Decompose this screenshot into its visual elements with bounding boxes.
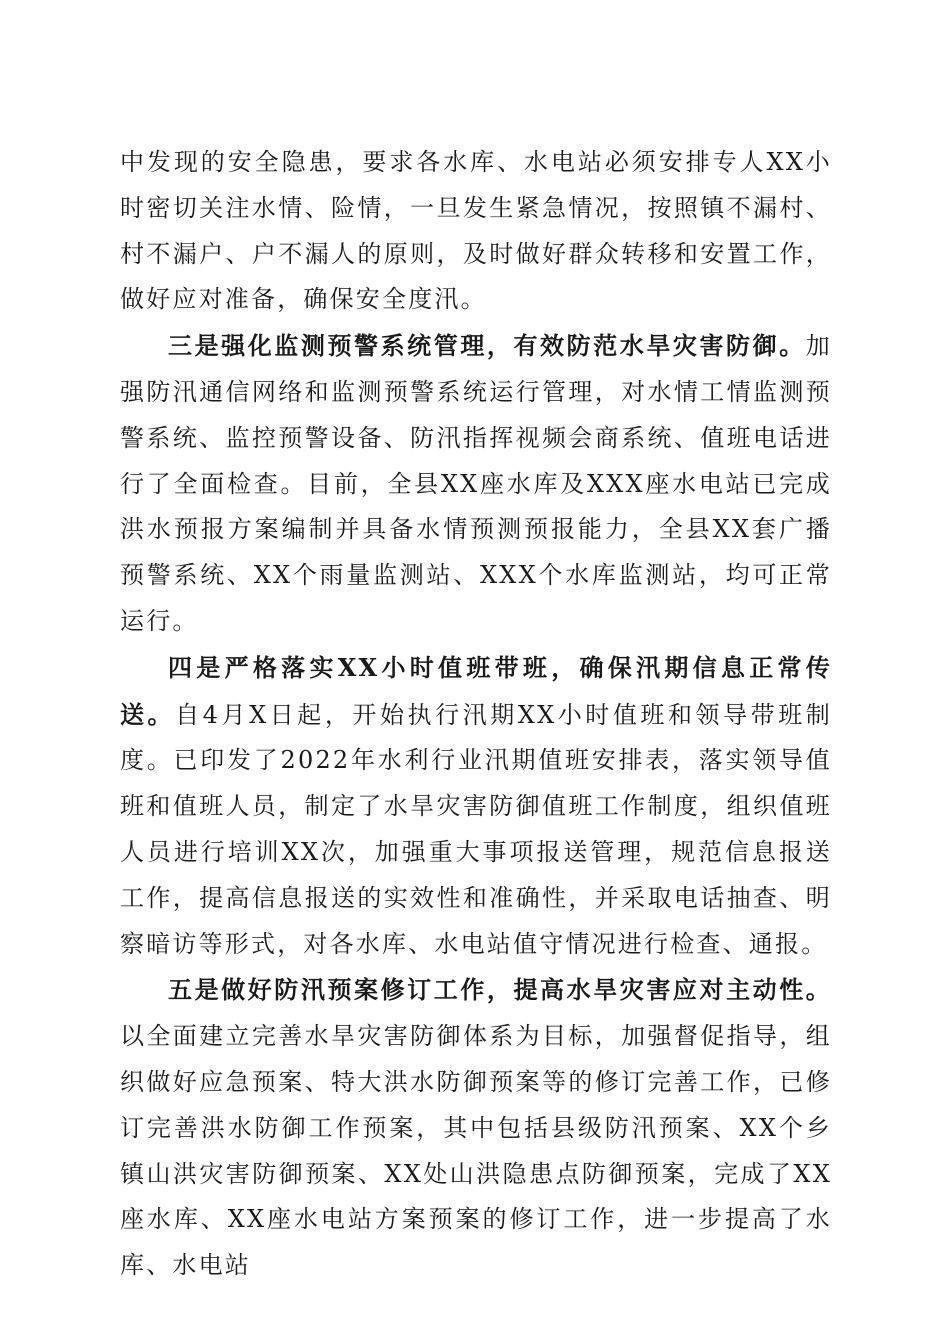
paragraph-duty-shift: [120, 645, 832, 968]
paragraph-text: 以全面建立完善水旱灾害防御体系为目标，加强督促指导，组织做好应急预案、特大洪水防御预案等的修订完善工作，已修订完善洪水防御工作预案，其中包括县级防汛预案、XX个乡镇山洪灾害防御预案、XX处山洪隐患点防御预案，完成了XX座水库、XX座水电站方案预案的修订工作，进一步提高了水库、水电站: [120, 1022, 832, 1280]
paragraph-monitoring-warning: [120, 323, 832, 645]
paragraph-lead: 五是做好防汛预案修订工作，提高水旱灾害应对主动性。: [168, 975, 832, 1005]
paragraph-text: 加强防汛通信网络和监测预警系统运行管理，对水情工情监测预警系统、监控预警设备、防汛指挥视频会商系统、值班电话进行了全面检查。目前，全县XX座水库及XXX座水电站已完成洪水预报方案编制并具备水情预测预报能力，全县XX套广播预警系统、XX个雨量监测站、XXX个水库监测站，均可正常运行。: [120, 332, 832, 635]
paragraph-continuation: [120, 140, 832, 323]
paragraph-text: 自4月X日起，开始执行汛期XX小时值班和领导带班制度。已印发了2022年水利行业汛期值班安排表，落实领导值班和值班人员，制定了水旱灾害防御值班工作制度，组织值班人员进行培训XX次，加强重大事项报送管理，规范信息报送工作，提高信息报送的实效性和准确性，并采取电话抽查、明察暗访等形式，对各水库、水电站值守情况进行检查、通报。: [120, 700, 832, 958]
paragraph-lead: 三是强化监测预警系统管理，有效防范水旱灾害防御。: [168, 331, 806, 361]
paragraph-text: 中发现的安全隐患，要求各水库、水电站必须安排专人XX小时密切关注水情、险情，一旦发生紧急情况，按照镇不漏村、村不漏户、户不漏人的原则，及时做好群众转移和安置工作，做好应对准备，确保安全度汛。: [120, 148, 832, 314]
paragraph-plan-revision: [120, 967, 832, 1289]
document-body: [120, 140, 832, 1289]
paragraph-lead: 四是严格落实XX小时值班带班，确保汛期信息正常传送。: [120, 652, 832, 729]
